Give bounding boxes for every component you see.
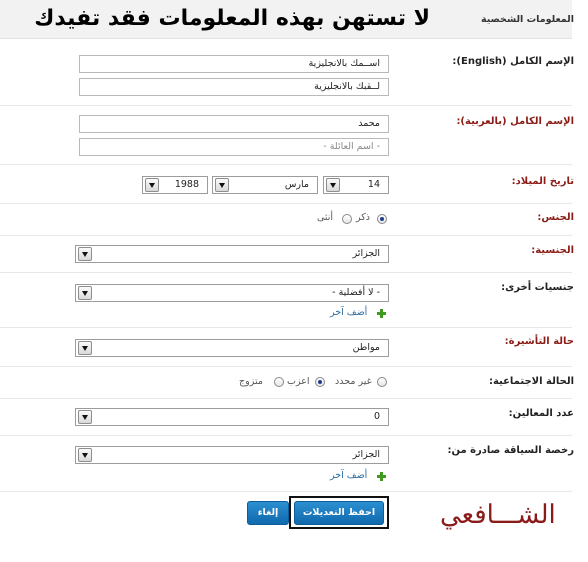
divider [0,203,572,204]
label-visa-status: حالة التأشيرة: [504,336,574,347]
visa-status-value: مواطن [352,342,380,353]
divider [0,491,572,492]
divider [0,327,572,328]
gender-male-radio[interactable] [377,214,387,224]
other-nationality-select[interactable] [75,284,389,302]
label-name-english: الإسم الكامل (English): [452,56,574,67]
visa-status-select[interactable] [75,339,389,357]
birth-month-value: مارس [284,179,309,190]
label-birth-date: تاريخ الميلاد: [511,176,574,187]
divider [0,235,572,236]
last-name-english-input[interactable]: لــقبك بالانجليزية [79,78,389,96]
label-gender: الجنس: [537,212,574,223]
chevron-down-icon [78,448,92,462]
label-name-arabic: الإسم الكامل (بالعربية): [456,116,574,127]
label-other-nationalities: جنسيات أخرى: [501,282,574,293]
chevron-down-icon [145,178,159,192]
nationality-value: الجزائر [352,248,380,259]
chevron-down-icon [78,410,92,424]
divider [0,164,572,165]
marital-single-label: اعزب [287,376,310,387]
dependents-value: 0 [373,411,380,422]
birth-day-value: 14 [367,179,380,190]
dependents-select[interactable] [75,408,389,426]
divider [0,105,572,106]
marital-unspecified-label: غير محدد [335,376,372,387]
license-country-value: الجزائر [352,449,380,460]
divider [0,272,572,273]
chevron-down-icon [326,178,340,192]
family-name-arabic-input[interactable]: - اسم العائلة - [79,138,389,156]
gender-male-label: ذكر [356,212,370,223]
banner-caption: لا تستهن بهذه المعلومات فقد تفيدك [34,6,430,31]
plus-icon[interactable] [377,309,386,318]
birth-day-select[interactable] [323,176,389,194]
first-name-arabic-input[interactable]: محمد [79,115,389,133]
chevron-down-icon [78,341,92,355]
cancel-button[interactable]: إلغاء [247,501,289,525]
divider [0,435,572,436]
marital-unspecified-radio[interactable] [377,377,387,387]
divider [0,366,572,367]
label-dependents: عدد المعالين: [508,408,574,419]
birth-year-select[interactable] [142,176,208,194]
signature-text: الشـــافعي [440,500,556,530]
other-nationality-value: - لا أفضلية - [332,287,380,298]
license-country-select[interactable] [75,446,389,464]
label-driving-license: رخصة السياقة صادرة من: [447,445,574,456]
chevron-down-icon [78,286,92,300]
birth-year-value: 1988 [174,179,199,190]
gender-female-radio[interactable] [342,214,352,224]
marital-married-radio[interactable] [274,377,284,387]
save-changes-button[interactable]: احفظ التعديلات [294,501,384,525]
add-nationality-link[interactable]: أضف آخر [330,307,368,318]
birth-month-select[interactable] [212,176,318,194]
first-name-english-input[interactable]: اســمك بالانجليزية [79,55,389,73]
add-license-link[interactable]: أضف آخر [330,470,368,481]
marital-single-radio[interactable] [315,377,325,387]
label-nationality: الجنسية: [531,245,574,256]
section-title: المعلومات الشخصية [480,14,574,25]
nationality-select[interactable] [75,245,389,263]
marital-married-label: متزوج [239,376,263,387]
divider [0,398,572,399]
chevron-down-icon [78,247,92,261]
plus-icon[interactable] [377,472,386,481]
gender-female-label: أنثى [317,212,334,223]
chevron-down-icon [215,178,229,192]
label-marital-status: الحالة الاجتماعية: [488,376,574,387]
